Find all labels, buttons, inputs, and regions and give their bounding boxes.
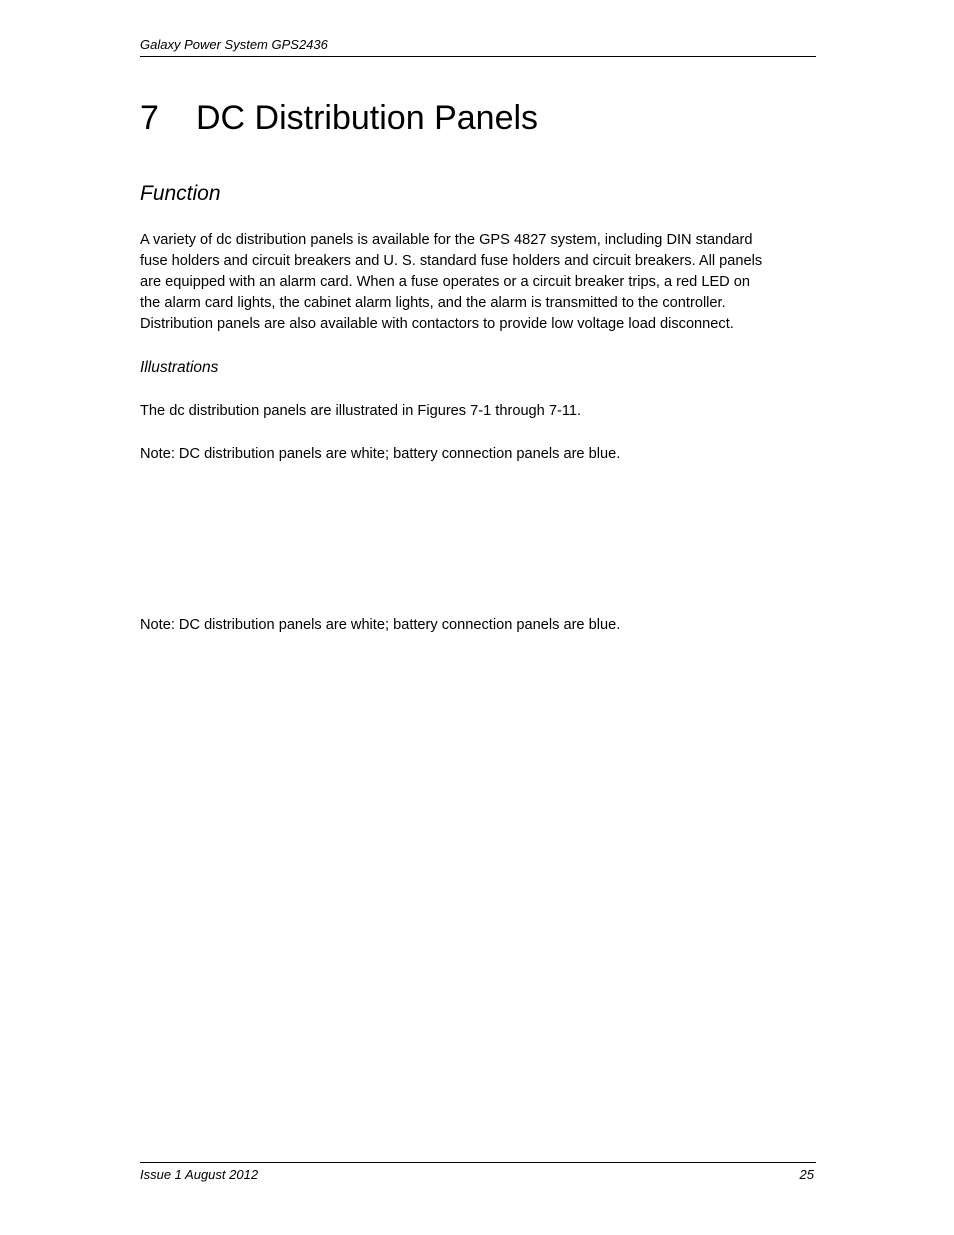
note-paragraph: Note: DC distribution panels are white; battery connection panels are blue. xyxy=(140,446,621,462)
chapter-number: 7 xyxy=(140,99,159,137)
chapter-title-text: DC Distribution Panels xyxy=(196,99,539,137)
paragraph-line: the alarm card lights, the cabinet alarm lights, and the alarm is transmitted to the controller. xyxy=(140,295,726,311)
illustrations-heading: Illustrations xyxy=(140,359,219,376)
paragraph-line: fuse holders and circuit breakers and U. S. standard fuse holders and circuit breakers. All panels xyxy=(140,253,763,269)
function-heading: Function xyxy=(140,182,221,205)
running-footer xyxy=(140,1162,816,1184)
paragraph-line: Distribution panels are also available with contactors to provide low voltage load disconnect. xyxy=(140,316,734,332)
running-header xyxy=(140,36,816,57)
footer-page-number: 25 xyxy=(799,1167,814,1182)
running-header-title: Galaxy Power System GPS2436 xyxy=(140,37,328,52)
footer-issue: Issue 1 August 2012 xyxy=(140,1167,259,1182)
paragraph-line: A variety of dc distribution panels is available for the GPS 4827 system, including DIN standard xyxy=(140,232,753,248)
note-paragraph: Note: DC distribution panels are white; battery connection panels are blue. xyxy=(140,617,621,633)
illustrations-paragraph: The dc distribution panels are illustrated in Figures 7-1 through 7-11. xyxy=(140,403,582,419)
function-paragraph xyxy=(140,230,816,335)
chapter-title xyxy=(140,96,538,140)
paragraph-line: are equipped with an alarm card. When a fuse operates or a circuit breaker trips, a red LED on xyxy=(140,274,751,290)
